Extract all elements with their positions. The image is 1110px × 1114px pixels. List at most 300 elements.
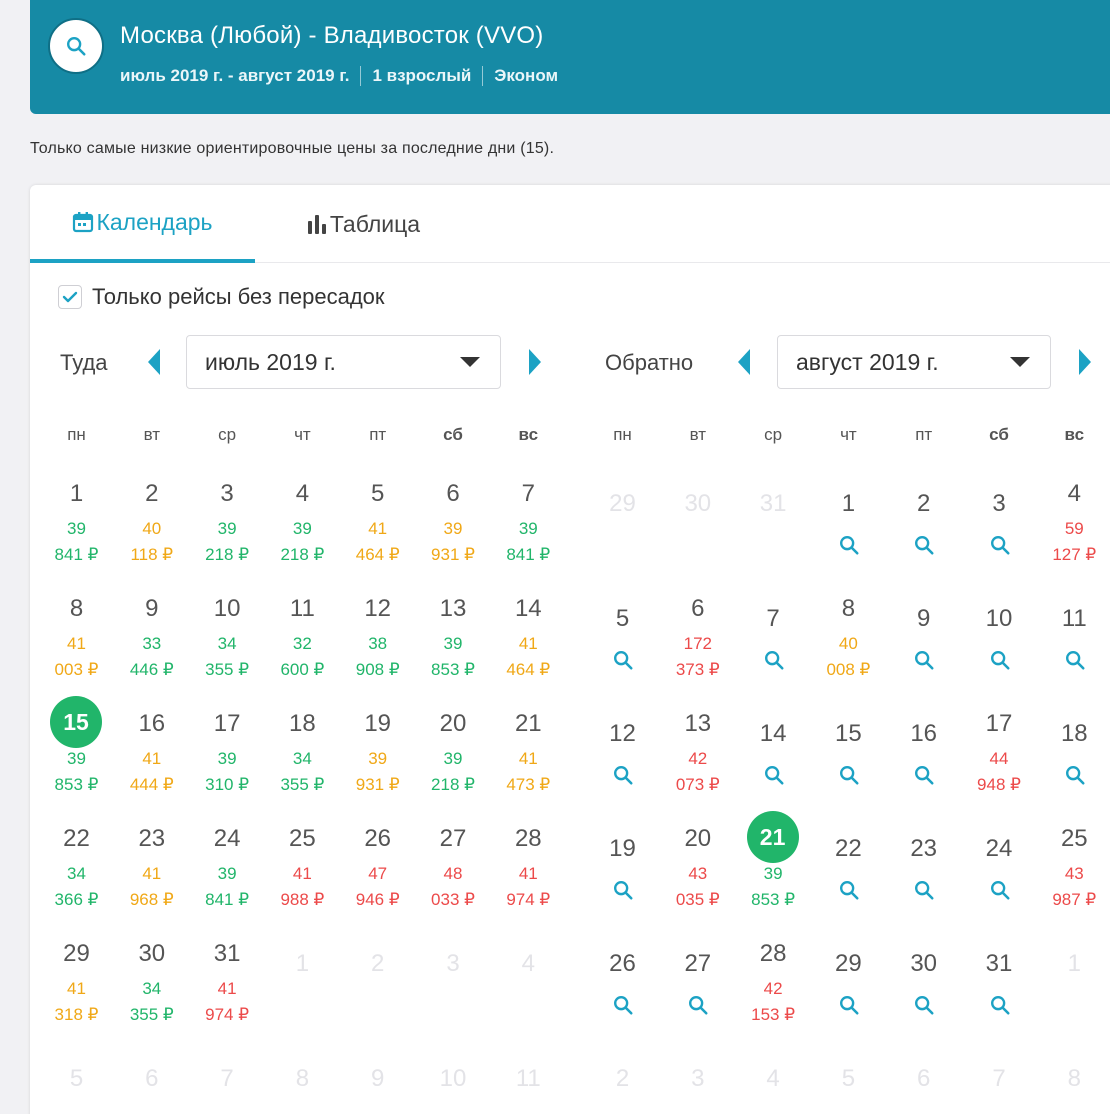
calendar-day[interactable] [491, 825, 566, 940]
weekday-header: ср [764, 425, 783, 444]
day-number: 7 [766, 605, 780, 632]
outbound-month-select[interactable] [186, 335, 501, 389]
search-icon[interactable] [612, 764, 634, 786]
price-remainder: 841 ₽ [506, 545, 551, 564]
price-thousands: 40 [142, 519, 162, 538]
calendar-day[interactable] [962, 825, 1037, 940]
calendar-day[interactable] [811, 940, 886, 1055]
weekday-header: ср [218, 425, 237, 444]
day-number: 3 [691, 1065, 705, 1092]
calendar-day[interactable] [39, 825, 114, 940]
day-number: 18 [1060, 720, 1088, 747]
calendar-day[interactable] [491, 710, 566, 825]
calendar-day[interactable] [736, 940, 811, 1055]
weekday-header: чт [840, 425, 857, 444]
weekday-header: пн [67, 425, 86, 444]
search-icon[interactable] [989, 649, 1011, 671]
day-number: 19 [609, 835, 636, 862]
dates-range: июль 2019 г. - август 2019 г. [120, 66, 350, 85]
price-remainder: 974 ₽ [205, 1005, 250, 1024]
price-thousands: 34 [67, 864, 86, 883]
search-icon[interactable] [913, 994, 935, 1016]
direct-only-label: Только рейсы без пересадок [92, 284, 385, 309]
price-thousands: 39 [443, 634, 463, 653]
return-next-month-arrow[interactable] [1073, 347, 1095, 377]
day-number: 11 [289, 595, 315, 622]
calendar-day[interactable] [39, 710, 114, 825]
calendar-icon [72, 211, 94, 233]
weekday-header: вт [143, 425, 161, 444]
calendar-day[interactable] [340, 710, 415, 825]
price-thousands: 41 [142, 864, 162, 883]
calendar-day[interactable] [585, 595, 660, 710]
selected-day-number: 21 [747, 811, 799, 863]
calendar-day[interactable] [265, 710, 340, 825]
day-number: 9 [145, 595, 159, 622]
day-number: 9 [371, 1065, 385, 1092]
calendar-card [30, 185, 1110, 1114]
calendar-day[interactable] [962, 940, 1037, 1055]
day-number: 10 [985, 605, 1013, 632]
price-thousands: 41 [217, 979, 237, 998]
price-remainder: 153 ₽ [751, 1005, 796, 1024]
price-remainder: 127 ₽ [1052, 545, 1097, 564]
calendar-day-outside-month [114, 1055, 189, 1114]
calendar-day[interactable] [660, 710, 735, 825]
calendar-day[interactable] [265, 480, 340, 595]
weekday-header: вс [1064, 425, 1085, 444]
price-remainder: 473 ₽ [506, 775, 551, 794]
search-icon[interactable] [913, 879, 935, 901]
day-number: 27 [439, 825, 467, 852]
search-icon[interactable] [612, 879, 634, 901]
calendar-day[interactable] [190, 710, 265, 825]
calendar-day[interactable] [114, 710, 189, 825]
divider [360, 66, 361, 86]
price-remainder: 841 ₽ [205, 890, 250, 909]
calendar-day[interactable] [340, 480, 415, 595]
day-number: 5 [371, 480, 385, 507]
price-remainder: 948 ₽ [977, 775, 1021, 794]
day-number: 29 [835, 950, 862, 977]
day-number: 12 [364, 595, 392, 622]
calendar-day[interactable] [585, 825, 660, 940]
tab-table-label: Таблица [329, 210, 421, 237]
day-number: 19 [364, 710, 392, 737]
price-remainder: 355 ₽ [205, 660, 250, 679]
weekday-header: вс [518, 425, 539, 444]
price-remainder: 073 ₽ [675, 775, 720, 794]
calendar-day[interactable] [962, 595, 1037, 710]
day-number: 3 [446, 950, 460, 977]
price-thousands: 34 [142, 979, 162, 998]
price-remainder: 968 ₽ [129, 890, 174, 909]
price-thousands: 40 [838, 634, 858, 653]
price-remainder: 035 ₽ [675, 890, 720, 909]
search-icon[interactable] [989, 534, 1011, 556]
price-remainder: 974 ₽ [506, 890, 551, 909]
day-number: 14 [514, 595, 542, 622]
day-number: 15 [835, 720, 862, 747]
calendar-day[interactable] [660, 940, 735, 1055]
return-label: Обратно [605, 350, 694, 375]
day-number: 28 [514, 825, 542, 852]
passengers: 1 взрослый [372, 66, 472, 85]
day-number: 30 [910, 950, 938, 977]
search-icon [65, 35, 87, 57]
price-thousands: 34 [292, 749, 312, 768]
search-icon[interactable] [838, 764, 860, 786]
calendar-day[interactable] [265, 595, 340, 710]
calendar-day[interactable] [416, 480, 491, 595]
outbound-prev-month-arrow[interactable] [144, 347, 166, 377]
return-prev-month-arrow[interactable] [734, 347, 756, 377]
chevron-down-icon [1010, 357, 1030, 367]
search-icon[interactable] [612, 994, 634, 1016]
price-remainder: 003 ₽ [54, 660, 99, 679]
calendar-day[interactable] [39, 940, 114, 1055]
calendar-day[interactable] [585, 940, 660, 1055]
price-thousands: 41 [292, 864, 312, 883]
direct-only-filter[interactable] [58, 284, 385, 310]
price-thousands: 47 [368, 864, 388, 883]
edit-search-button[interactable] [48, 18, 104, 74]
calendar-day[interactable] [736, 825, 811, 940]
calendar-day[interactable] [190, 940, 265, 1055]
tab-calendar[interactable] [30, 185, 255, 263]
calendar-day[interactable] [114, 825, 189, 940]
day-number: 27 [684, 950, 712, 977]
return-month-value: август 2019 г. [796, 348, 939, 375]
price-thousands: 42 [688, 749, 708, 768]
calendar-day[interactable] [1037, 595, 1110, 710]
day-number: 4 [295, 480, 310, 507]
calendar-day[interactable] [886, 480, 961, 595]
search-icon[interactable] [1064, 764, 1086, 786]
calendar-day[interactable] [340, 595, 415, 710]
price-thousands: 59 [1064, 519, 1084, 538]
search-icon[interactable] [763, 764, 785, 786]
price-remainder: 355 ₽ [280, 775, 325, 794]
day-number: 10 [439, 1065, 467, 1092]
search-icon[interactable] [989, 994, 1011, 1016]
day-number: 2 [371, 950, 385, 977]
calendar-day-outside-month [660, 480, 735, 595]
price-thousands: 44 [989, 749, 1009, 768]
day-number: 16 [138, 710, 166, 737]
day-number: 1 [841, 490, 856, 517]
price-remainder: 355 ₽ [129, 1005, 174, 1024]
price-thousands: 41 [67, 634, 86, 653]
calendar-day[interactable] [1037, 480, 1110, 595]
price-remainder: 464 ₽ [506, 660, 551, 679]
chevron-down-icon [460, 357, 480, 367]
price-remainder: 118 ₽ [130, 545, 174, 564]
price-thousands: 39 [217, 749, 237, 768]
search-icon[interactable] [1064, 649, 1086, 671]
day-number: 31 [213, 940, 241, 967]
checkmark-icon [62, 290, 78, 304]
day-number: 21 [514, 710, 542, 737]
price-remainder: 318 ₽ [54, 1005, 99, 1024]
calendar-day-outside-month [190, 1055, 265, 1114]
day-number: 1 [1067, 950, 1081, 977]
day-number: 12 [609, 720, 636, 747]
weekday-header: сб [443, 425, 463, 444]
calendar-day-outside-month [491, 1055, 566, 1114]
calendar-day[interactable] [1037, 710, 1110, 825]
price-remainder: 218 ₽ [205, 545, 250, 564]
calendar-day[interactable] [190, 480, 265, 595]
calendar-day[interactable] [886, 710, 961, 825]
price-remainder: 853 ₽ [431, 660, 475, 679]
search-icon[interactable] [838, 534, 860, 556]
price-thousands: 41 [518, 634, 538, 653]
tab-table[interactable] [255, 185, 471, 263]
price-remainder: 008 ₽ [826, 660, 871, 679]
price-thousands: 39 [217, 864, 237, 883]
day-number: 11 [515, 1065, 541, 1092]
calendar-day[interactable] [660, 825, 735, 940]
price-remainder: 987 ₽ [1052, 890, 1097, 909]
price-remainder: 988 ₽ [280, 890, 325, 909]
day-number: 6 [145, 1065, 159, 1092]
search-meta [120, 66, 558, 86]
day-number: 20 [439, 710, 467, 737]
day-number: 4 [1067, 480, 1081, 507]
price-remainder: 853 ₽ [54, 775, 99, 794]
price-thousands: 39 [443, 749, 463, 768]
day-number: 6 [691, 595, 705, 622]
price-remainder: 931 ₽ [431, 545, 475, 564]
day-number: 3 [992, 490, 1006, 517]
calendar-day[interactable] [39, 480, 114, 595]
calendar-day-outside-month [265, 940, 340, 1055]
day-number: 8 [69, 595, 84, 622]
calendar-day[interactable] [416, 710, 491, 825]
day-number: 17 [985, 710, 1013, 737]
day-number: 17 [213, 710, 241, 737]
route-title: Москва (Любой) - Владивосток (VVO) [120, 22, 544, 49]
calendar-day[interactable] [190, 825, 265, 940]
calendar-day[interactable] [811, 710, 886, 825]
price-remainder: 218 ₽ [431, 775, 475, 794]
day-number: 25 [1060, 825, 1088, 852]
day-number: 23 [910, 835, 938, 862]
day-number: 10 [213, 595, 241, 622]
price-thousands: 43 [688, 864, 708, 883]
search-summary-header [30, 0, 1110, 114]
day-number: 6 [446, 480, 460, 507]
day-number: 24 [985, 835, 1013, 862]
day-number: 25 [289, 825, 316, 852]
weekday-header: пт [369, 425, 387, 444]
calendar-day-outside-month [265, 1055, 340, 1114]
calendar-day-outside-month [736, 480, 811, 595]
calendar-day-outside-month [1037, 1055, 1110, 1114]
price-thousands: 39 [518, 519, 538, 538]
day-number: 16 [910, 720, 938, 747]
calendar-day-outside-month [491, 940, 566, 1055]
price-thousands: 39 [292, 519, 312, 538]
day-number: 7 [521, 480, 535, 507]
day-number: 29 [609, 490, 636, 517]
search-icon[interactable] [913, 534, 935, 556]
day-number: 29 [63, 940, 90, 967]
search-icon[interactable] [913, 764, 935, 786]
day-number: 31 [759, 490, 787, 517]
weekday-header: вт [689, 425, 707, 444]
price-thousands: 48 [443, 864, 463, 883]
price-remainder: 841 ₽ [54, 545, 99, 564]
price-thousands: 33 [142, 634, 162, 653]
calendar-day-outside-month [736, 1055, 811, 1114]
day-number: 11 [1061, 605, 1087, 632]
calendar-day[interactable] [585, 710, 660, 825]
day-number: 2 [615, 1065, 630, 1092]
calendar-day-outside-month [416, 1055, 491, 1114]
weekday-header: пн [613, 425, 632, 444]
price-remainder: 366 ₽ [54, 890, 99, 909]
calendar-day[interactable] [886, 825, 961, 940]
calendar-day-outside-month [962, 1055, 1037, 1114]
day-number: 26 [609, 950, 636, 977]
price-remainder: 946 ₽ [355, 890, 400, 909]
price-remainder: 464 ₽ [355, 545, 400, 564]
price-thousands: 32 [292, 634, 312, 653]
calendar-day[interactable] [811, 480, 886, 595]
calendar-day[interactable] [265, 825, 340, 940]
day-number: 9 [917, 605, 931, 632]
day-number: 5 [69, 1065, 84, 1092]
weekday-header: сб [989, 425, 1009, 444]
calendar-day-outside-month [1037, 940, 1110, 1055]
tabs-divider [255, 262, 1110, 263]
search-icon[interactable] [612, 649, 634, 671]
price-thousands: 39 [763, 864, 783, 883]
divider [482, 66, 483, 86]
price-remainder: 444 ₽ [129, 775, 174, 794]
calendar-day[interactable] [736, 595, 811, 710]
direct-only-checkbox[interactable] [58, 285, 82, 309]
day-number: 2 [145, 480, 159, 507]
day-number: 18 [289, 710, 316, 737]
price-remainder: 931 ₽ [355, 775, 400, 794]
calendar-day[interactable] [886, 595, 961, 710]
price-thousands: 34 [217, 634, 237, 653]
day-number: 13 [684, 710, 712, 737]
calendar-day[interactable] [39, 595, 114, 710]
calendar-day[interactable] [962, 480, 1037, 595]
price-remainder: 853 ₽ [751, 890, 796, 909]
price-remainder: 908 ₽ [355, 660, 400, 679]
calendar-day[interactable] [660, 595, 735, 710]
day-number: 1 [69, 480, 84, 507]
search-icon[interactable] [913, 649, 935, 671]
day-number: 30 [684, 490, 712, 517]
day-number: 20 [684, 825, 712, 852]
day-number: 14 [759, 720, 787, 747]
calendar-day[interactable] [491, 595, 566, 710]
calendar-day[interactable] [1037, 825, 1110, 940]
calendar-day[interactable] [190, 595, 265, 710]
price-thousands: 41 [518, 749, 538, 768]
calendar-day-outside-month [886, 1055, 961, 1114]
search-icon[interactable] [687, 994, 709, 1016]
return-month-select[interactable] [777, 335, 1051, 389]
price-thousands: 41 [67, 979, 86, 998]
search-icon[interactable] [989, 879, 1011, 901]
price-thousands: 172 [683, 634, 712, 653]
outbound-month-value: июль 2019 г. [205, 348, 336, 375]
calendar-day[interactable] [416, 595, 491, 710]
day-number: 8 [1067, 1065, 1081, 1092]
calendar-day[interactable] [962, 710, 1037, 825]
price-thousands: 41 [368, 519, 388, 538]
search-icon[interactable] [838, 879, 860, 901]
outbound-next-month-arrow[interactable] [523, 347, 545, 377]
calendar-day[interactable] [114, 595, 189, 710]
day-number: 22 [835, 835, 862, 862]
price-remainder: 310 ₽ [205, 775, 250, 794]
price-remainder: 373 ₽ [675, 660, 720, 679]
calendar-day[interactable] [114, 480, 189, 595]
cabin-class: Эконом [494, 66, 559, 85]
price-thousands: 39 [217, 519, 237, 538]
day-number: 1 [295, 950, 310, 977]
day-number: 4 [766, 1065, 780, 1092]
calendar-day[interactable] [811, 595, 886, 710]
calendar-day-outside-month [585, 480, 660, 595]
day-number: 7 [992, 1065, 1006, 1092]
calendar-day-outside-month [416, 940, 491, 1055]
price-thousands: 39 [443, 519, 463, 538]
day-number: 28 [759, 940, 787, 967]
calendar-day[interactable] [340, 825, 415, 940]
day-number: 3 [220, 480, 234, 507]
price-thousands: 41 [518, 864, 538, 883]
day-number: 7 [220, 1065, 234, 1092]
day-number: 31 [985, 950, 1013, 977]
calendar-day[interactable] [416, 825, 491, 940]
calendar-day[interactable] [491, 480, 566, 595]
calendar-day-outside-month [340, 1055, 415, 1114]
selected-day-number: 15 [50, 696, 102, 748]
calendar-day[interactable] [886, 940, 961, 1055]
price-thousands: 41 [142, 749, 162, 768]
weekday-header: пт [915, 425, 933, 444]
day-number: 23 [138, 825, 166, 852]
day-number: 2 [917, 490, 931, 517]
search-icon[interactable] [838, 994, 860, 1016]
price-thousands: 42 [763, 979, 783, 998]
calendar-day-outside-month [660, 1055, 735, 1114]
price-note: Только самые низкие ориентировочные цены за последние дни (15). [30, 140, 555, 157]
calendar-day[interactable] [811, 825, 886, 940]
calendar-day[interactable] [114, 940, 189, 1055]
price-thousands: 39 [67, 749, 86, 768]
calendar-day-outside-month [39, 1055, 114, 1114]
price-thousands: 39 [67, 519, 86, 538]
search-icon[interactable] [763, 649, 785, 671]
day-number: 4 [521, 950, 535, 977]
day-number: 5 [841, 1065, 856, 1092]
day-number: 26 [364, 825, 392, 852]
weekday-header: чт [294, 425, 311, 444]
calendar-day-outside-month [585, 1055, 660, 1114]
day-number: 6 [917, 1065, 931, 1092]
calendar-day[interactable] [736, 710, 811, 825]
